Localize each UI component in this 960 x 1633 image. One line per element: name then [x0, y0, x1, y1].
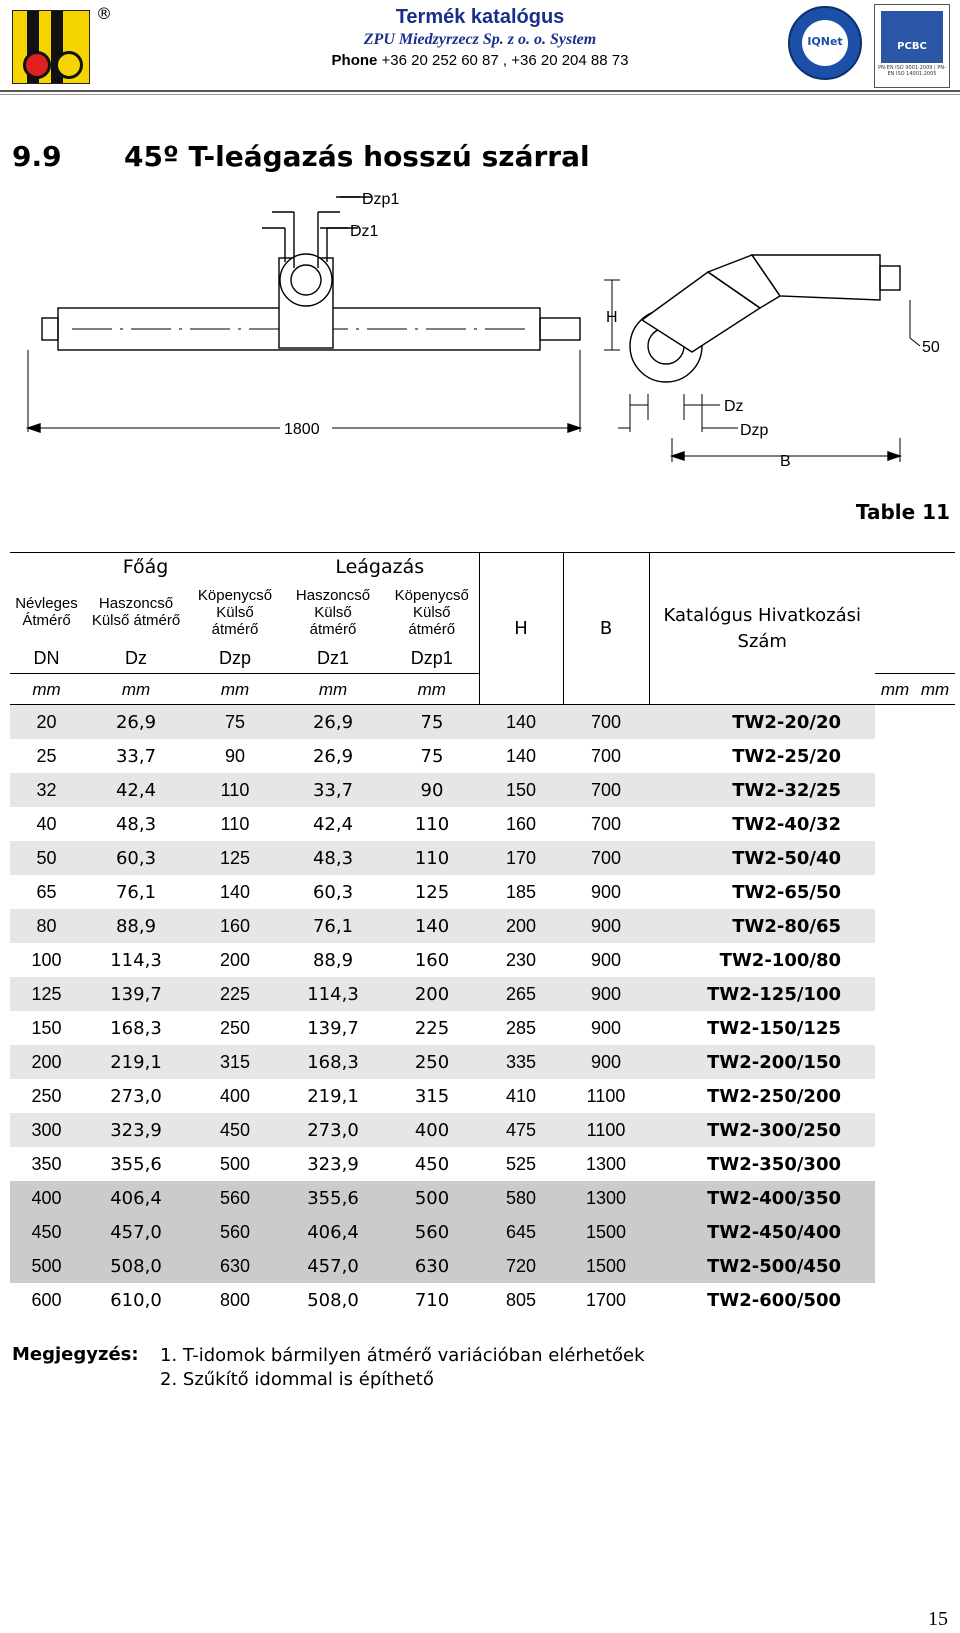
table-cell: 125 [10, 977, 83, 1011]
notes-list [160, 1344, 645, 1392]
table-cell: 323,9 [307, 1153, 359, 1175]
catalog-ref-cell: TW2-100/80 [719, 949, 841, 971]
table-cell: 150 [31, 1017, 62, 1038]
table-cell: 60,3 [83, 841, 189, 875]
table-row [10, 1249, 955, 1283]
symbol-dz: Dz [125, 647, 147, 668]
table-row [10, 943, 955, 977]
table-cell: 26,9 [312, 745, 354, 767]
table-cell: 76,1 [115, 881, 157, 903]
table-cell: 500 [385, 1181, 479, 1215]
table-cell: 273,0 [110, 1085, 162, 1107]
catalog-ref-cell: TW2-65/50 [732, 881, 841, 903]
catalog-ref-cell: TW2-600/500 [707, 1289, 841, 1311]
table-cell: 400 [219, 1085, 251, 1106]
table-cell: 1500 [563, 1215, 649, 1249]
pcbc-certificate-logo [874, 4, 950, 88]
table-cell: 185 [505, 881, 537, 902]
table-row [10, 739, 955, 773]
cert2-small-text: PN-EN ISO 9001:2009 | PN-EN ISO 14001:2005 [878, 65, 946, 77]
table-cell: 400 [385, 1113, 479, 1147]
table-row [10, 807, 955, 841]
nominal-line-2: Átmérő [22, 612, 71, 629]
unit-cell: mm [83, 674, 189, 705]
label-length: 1800 [284, 421, 320, 438]
unit-cell: mm [385, 674, 479, 705]
label-dz: Dz [724, 398, 744, 415]
table-cell: 250 [219, 1017, 251, 1038]
table-cell: 580 [479, 1181, 563, 1215]
catalog-ref-cell: TW2-32/25 [649, 773, 875, 807]
ref-line-1: Katalógus Hivatkozási [663, 604, 861, 626]
phone-numbers: +36 20 252 60 87 , +36 20 204 88 73 [381, 52, 629, 69]
table-cell: 200 [479, 909, 563, 943]
pipe-line-2: Külső átmérő [91, 612, 181, 629]
table-cell: 150 [479, 773, 563, 807]
table-cell: 610,0 [110, 1289, 162, 1311]
table-row [10, 1079, 955, 1113]
table-cell: 800 [219, 1289, 251, 1310]
table-cell: 450 [414, 1153, 450, 1175]
table-cell: 700 [590, 813, 622, 834]
catalog-ref-cell: TW2-300/250 [649, 1113, 875, 1147]
table-cell: 140 [385, 909, 479, 943]
table-cell: 285 [505, 1017, 537, 1038]
table-cell: 900 [563, 909, 649, 943]
table-cell: 457,0 [83, 1215, 189, 1249]
jacket-line-2: Külső [216, 603, 254, 621]
cert2-text: PCBC [897, 41, 927, 52]
table-cell: 410 [505, 1085, 537, 1106]
tee-side-view [28, 197, 580, 432]
table-cell: 225 [189, 977, 281, 1011]
table-row [10, 1181, 955, 1215]
table-cell: 48,3 [115, 813, 157, 835]
catalog-ref-cell: TW2-500/450 [649, 1249, 875, 1283]
table-cell: 80 [10, 909, 83, 943]
table-cell: 1500 [563, 1249, 649, 1283]
header-divider [0, 90, 960, 92]
table-cell: 720 [479, 1249, 563, 1283]
label-dz1: Dz1 [350, 223, 379, 240]
branch-pipe-line-1: Haszoncső [295, 586, 371, 604]
table-cell: 406,4 [281, 1215, 385, 1249]
table-cell: 900 [590, 1017, 622, 1038]
unit-cell: mm [281, 674, 385, 705]
table-cell: 88,9 [312, 949, 354, 971]
table-row [10, 705, 955, 740]
table-cell: 225 [414, 1017, 450, 1039]
table-cell: 406,4 [83, 1181, 189, 1215]
table-cell: 168,3 [281, 1045, 385, 1079]
page-number: 15 [928, 1608, 948, 1630]
catalog-ref-cell: TW2-400/350 [649, 1181, 875, 1215]
table-row [10, 875, 955, 909]
table-cell: 508,0 [307, 1289, 359, 1311]
table-cell: 560 [189, 1181, 281, 1215]
table-cell: 700 [563, 773, 649, 807]
table-cell: 630 [385, 1249, 479, 1283]
note-item: 1. T-idomok bármilyen átmérő variációban elérhetőek [160, 1345, 645, 1366]
table-cell: 900 [590, 881, 622, 902]
unit-cell: mm [915, 674, 955, 705]
table-cell: 560 [385, 1215, 479, 1249]
table-cell: 140 [219, 881, 251, 902]
pipe-line-1: Haszoncső [98, 595, 174, 612]
catalog-ref-cell: TW2-150/125 [707, 1017, 841, 1039]
table-cell: 525 [505, 1153, 537, 1174]
section-number: 9.9 [12, 140, 62, 173]
table-cell: 450 [10, 1215, 83, 1249]
table-cell: 273,0 [281, 1113, 385, 1147]
table-cell: 160 [414, 949, 450, 971]
table-cell: 140 [505, 745, 537, 766]
table-cell: 114,3 [281, 977, 385, 1011]
table-cell: 900 [590, 949, 622, 970]
table-cell: 200 [219, 949, 251, 970]
catalog-ref-cell: TW2-50/40 [649, 841, 875, 875]
table-cell: 125 [189, 841, 281, 875]
ref-line-2: Szám [737, 630, 787, 652]
table-cell: 1100 [586, 1085, 626, 1106]
header-pipe-outer [83, 581, 189, 643]
table-cell: 230 [505, 949, 537, 970]
catalog-ref-cell: TW2-40/32 [732, 813, 841, 835]
table-cell: 26,9 [83, 705, 189, 740]
table-cell: 400 [10, 1181, 83, 1215]
table-cell: 110 [414, 813, 450, 835]
note-item: 2. Szűkítő idommal is építhető [160, 1369, 434, 1390]
header-h: H [479, 553, 563, 705]
table-cell: 250 [31, 1085, 62, 1106]
catalog-ref-cell: TW2-350/300 [707, 1153, 841, 1175]
header-branch-jacket [385, 581, 479, 643]
table-cell: 50 [10, 841, 83, 875]
nominal-line-1: Névleges [15, 595, 78, 612]
table-cell: 170 [479, 841, 563, 875]
table-cell: 100 [31, 949, 62, 970]
header-branch-pipe [281, 581, 385, 643]
header-company: ZPU Miedzyrzecz Sp. z o. o. System [363, 31, 597, 48]
table-cell: 645 [479, 1215, 563, 1249]
table-row [10, 841, 955, 875]
group-branch-header: Leágazás [335, 555, 425, 578]
table-body [10, 705, 955, 1318]
table-cell: 350 [31, 1153, 62, 1174]
label-dzp: Dzp [740, 422, 769, 439]
table-cell: 65 [36, 881, 57, 902]
table-cell: 42,4 [312, 813, 354, 835]
table-cell: 265 [479, 977, 563, 1011]
label-dzp1: Dzp1 [362, 191, 400, 208]
table-row [10, 909, 955, 943]
table-cell: 25 [36, 745, 57, 766]
table-cell: 1300 [563, 1181, 649, 1215]
branch-jacket-line-2: Külső [412, 603, 451, 621]
table-cell: 114,3 [110, 949, 162, 971]
branch-jacket-line-3: átmérő [408, 620, 456, 638]
table-cell: 168,3 [110, 1017, 162, 1039]
table-row [10, 1113, 955, 1147]
table-row [10, 1215, 955, 1249]
table-cell: 110 [220, 813, 250, 834]
header-title: Termék katalógus [395, 6, 565, 28]
table-cell: 139,7 [83, 977, 189, 1011]
table-cell: 219,1 [83, 1045, 189, 1079]
table-caption: Table 11 [855, 500, 950, 524]
table-cell: 200 [385, 977, 479, 1011]
table-cell: 900 [563, 977, 649, 1011]
table-cell: 48,3 [281, 841, 385, 875]
table-row [10, 1283, 955, 1317]
iqnet-certificate-logo [788, 6, 862, 80]
table-cell: 125 [414, 881, 450, 903]
table-cell: 500 [219, 1153, 251, 1174]
symbol-dz1: Dz1 [316, 647, 349, 668]
table-cell: 315 [189, 1045, 281, 1079]
header-nominal [10, 581, 83, 643]
catalog-ref-cell: TW2-25/20 [732, 745, 841, 767]
header-b: B [563, 553, 649, 705]
table-cell: 323,9 [83, 1113, 189, 1147]
header-jacket-outer [189, 581, 281, 643]
table-row [10, 773, 955, 807]
catalog-ref-cell: TW2-20/20 [649, 705, 875, 740]
section-title: 45º T-leágazás hosszú szárral [124, 140, 590, 173]
label-fifty: 50 [922, 339, 940, 356]
branch-pipe-line-3: átmérő [309, 620, 357, 638]
table-cell: 33,7 [115, 745, 157, 767]
catalog-ref-cell: TW2-200/150 [649, 1045, 875, 1079]
table-cell: 76,1 [281, 909, 385, 943]
header-ref [649, 553, 875, 705]
label-h: H [606, 309, 618, 326]
table-cell: 508,0 [83, 1249, 189, 1283]
table-cell: 1300 [585, 1153, 627, 1174]
table-cell: 75 [189, 705, 281, 740]
table-cell: 355,6 [110, 1153, 162, 1175]
table-cell: 90 [385, 773, 479, 807]
notes-label: Megjegyzés: [12, 1344, 139, 1365]
table-cell: 75 [420, 745, 444, 767]
table-cell: 700 [563, 705, 649, 740]
table-cell: 355,6 [281, 1181, 385, 1215]
table-cell: 33,7 [281, 773, 385, 807]
table-cell: 219,1 [307, 1085, 359, 1107]
table-row [10, 1011, 955, 1045]
table-cell: 90 [224, 745, 246, 766]
jacket-line-3: átmérő [211, 620, 259, 638]
table-cell: 600 [31, 1289, 62, 1310]
branch-jacket-line-1: Köpenycső [394, 586, 469, 604]
unit-cell: mm [875, 674, 915, 705]
table-cell: 26,9 [281, 705, 385, 740]
symbol-dn: DN [33, 647, 60, 668]
cert1-text: IQNet [807, 35, 843, 48]
table-cell: 335 [479, 1045, 563, 1079]
table-row [10, 1147, 955, 1181]
phone-label: Phone [331, 52, 378, 69]
label-b: B [780, 453, 791, 470]
table-cell: 1100 [563, 1113, 649, 1147]
table-cell: 315 [414, 1085, 450, 1107]
table-cell: 40 [36, 813, 57, 834]
table-cell: 32 [10, 773, 83, 807]
header-divider-thin [0, 94, 960, 95]
table-cell: 450 [189, 1113, 281, 1147]
table-cell: 75 [385, 705, 479, 740]
table-cell: 710 [414, 1289, 450, 1311]
cert2-block [881, 11, 943, 63]
catalog-ref-cell: TW2-450/400 [649, 1215, 875, 1249]
table-cell: 60,3 [312, 881, 354, 903]
table-cell: 200 [10, 1045, 83, 1079]
jacket-line-1: Köpenycső [197, 586, 273, 604]
technical-drawing [0, 180, 960, 480]
table-cell: 88,9 [83, 909, 189, 943]
table-cell: 160 [189, 909, 281, 943]
table-cell: 160 [505, 813, 537, 834]
table-cell: 140 [479, 705, 563, 740]
branch-pipe-line-2: Külső [314, 603, 352, 621]
table-cell: 630 [189, 1249, 281, 1283]
spec-table [10, 552, 955, 1317]
catalog-ref-cell: TW2-80/65 [649, 909, 875, 943]
table-cell: 110 [189, 773, 281, 807]
table-cell: 20 [10, 705, 83, 740]
table-cell: 500 [10, 1249, 83, 1283]
table-row [10, 1045, 955, 1079]
table-cell: 475 [479, 1113, 563, 1147]
symbol-dzp1: Dzp1 [410, 647, 453, 668]
unit-cell: mm [10, 674, 83, 705]
symbol-dzp: Dzp [218, 647, 251, 668]
table-cell: 700 [563, 841, 649, 875]
table-cell: 457,0 [281, 1249, 385, 1283]
table-cell: 700 [590, 745, 622, 766]
table-cell: 900 [563, 1045, 649, 1079]
group-main-header: Főág [122, 555, 169, 578]
table-cell: 560 [189, 1215, 281, 1249]
registered-mark: ® [96, 4, 112, 23]
table-cell: 139,7 [307, 1017, 359, 1039]
table-cell: 42,4 [83, 773, 189, 807]
table-row [10, 977, 955, 1011]
table-cell: 300 [10, 1113, 83, 1147]
catalog-ref-cell: TW2-125/100 [649, 977, 875, 1011]
table-cell: 250 [385, 1045, 479, 1079]
table-cell: 110 [385, 841, 479, 875]
unit-cell: mm [189, 674, 281, 705]
table-cell: 1700 [585, 1289, 627, 1310]
table-cell: 805 [505, 1289, 537, 1310]
catalog-ref-cell: TW2-250/200 [707, 1085, 841, 1107]
